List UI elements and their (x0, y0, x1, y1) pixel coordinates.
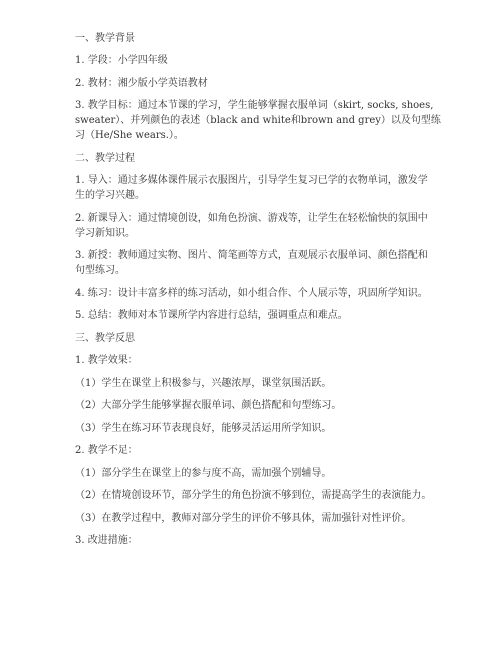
subsection-heading-improvements: 3. 改进措施： (75, 535, 138, 546)
list-item-practice: 4. 练习：设计丰富多样的练习活动，如小组合作、个人展示等，巩固所学知识。 (75, 288, 428, 299)
list-item-shortcoming-1: （1）部分学生在课堂上的参与度不高，需加强个别辅导。 (75, 468, 332, 479)
list-item-newlesson-line2: 学习新知识。 (75, 228, 135, 239)
subsection-heading-shortcomings: 2. 教学不足： (75, 445, 138, 456)
list-item-teaching-line1: 3. 新授：教师通过实物、图片、简笔画等方式，直观展示衣服单词、颜色搭配和 (75, 250, 428, 261)
section-heading-reflection: 三、教学反思 (75, 333, 135, 344)
list-item-goals-line3: 习（He/She wears.）。 (75, 130, 184, 141)
list-item-teaching-line2: 句型练习。 (75, 265, 125, 276)
list-item-grade: 1. 学段：小学四年级 (75, 55, 168, 66)
list-item-goals-line2: sweater）、并列颜色的表述（black and white和brown and grey）以及句型练 (75, 115, 441, 126)
section-heading-process: 二、教学过程 (75, 153, 135, 164)
list-item-shortcoming-3: （3）在教学过程中，教师对部分学生的评价不够具体，需加强针对性评价。 (75, 513, 412, 524)
list-item-summary: 5. 总结：教师对本节课所学内容进行总结，强调重点和难点。 (75, 310, 348, 321)
list-item-goals-line1: 3. 教学目标：通过本节课的学习，学生能够掌握衣服单词（skirt, socks, shoes, (75, 100, 434, 111)
subsection-heading-effect: 1. 教学效果： (75, 355, 138, 366)
list-item-effect-2: （2）大部分学生能够掌握衣服单词、颜色搭配和句型练习。 (75, 400, 342, 411)
list-item-effect-1: （1）学生在课堂上积极参与，兴趣浓厚，课堂氛围活跃。 (75, 378, 332, 389)
list-item-effect-3: （3）学生在练习环节表现良好，能够灵活运用所学知识。 (75, 423, 332, 434)
section-heading-background: 一、教学背景 (75, 33, 135, 44)
list-item-newlesson-line1: 2. 新课导入：通过情境创设，如角色扮演、游戏等，让学生在轻松愉快的氛围中 (75, 213, 428, 224)
list-item-shortcoming-2: （2）在情境创设环节，部分学生的角色扮演不够到位，需提高学生的表演能力。 (75, 490, 432, 501)
list-item-intro-line1: 1. 导入：通过多媒体课件展示衣服图片，引导学生复习已学的衣物单词，激发学 (75, 175, 428, 186)
list-item-intro-line2: 生的学习兴趣。 (75, 190, 145, 201)
list-item-textbook: 2. 教材：湘少版小学英语教材 (75, 78, 208, 89)
